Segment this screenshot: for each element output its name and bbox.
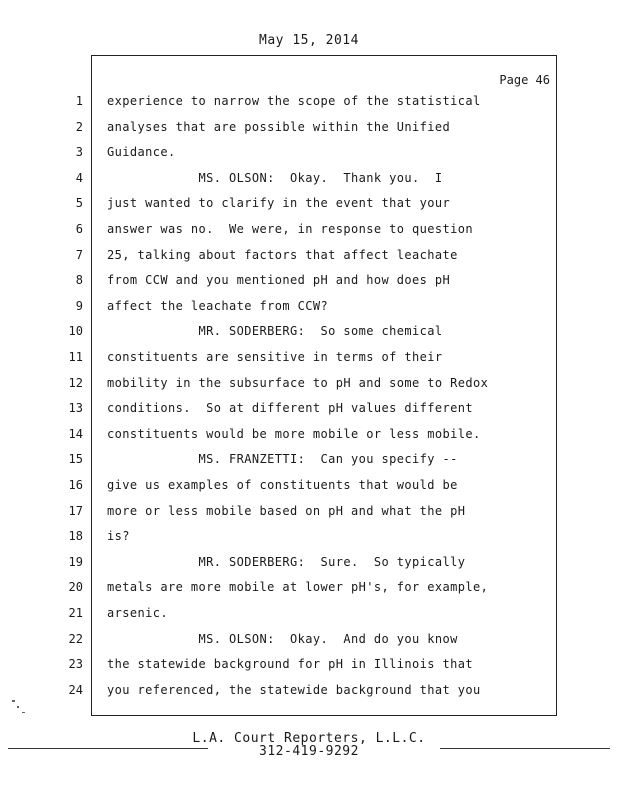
line-text: experience to narrow the scope of the statistical bbox=[107, 94, 481, 108]
line-number: 20 bbox=[68, 580, 83, 595]
transcript-line bbox=[0, 142, 610, 162]
line-number: 1 bbox=[75, 94, 83, 108]
footer-company: L.A. Court Reporters, L.L.C. bbox=[192, 731, 426, 746]
transcript-line bbox=[0, 296, 610, 316]
transcript-line bbox=[0, 475, 610, 495]
transcript-line bbox=[0, 526, 610, 546]
line-number: 7 bbox=[75, 247, 83, 262]
line-text: constituents are sensitive in terms of their bbox=[107, 350, 443, 364]
line-text: give us examples of constituents that would be bbox=[107, 478, 458, 492]
page-number: Page 46 bbox=[499, 73, 550, 87]
line-number: 24 bbox=[68, 682, 83, 697]
line-text: just wanted to clarify in the event that your bbox=[107, 196, 451, 211]
line-number: 5 bbox=[75, 196, 83, 211]
transcript-line bbox=[0, 270, 610, 290]
line-text: mobility in the subsurface to pH and some to Redox bbox=[107, 375, 489, 390]
line-text: arsenic. bbox=[107, 606, 168, 620]
transcript-line bbox=[0, 91, 610, 111]
transcript-line bbox=[0, 321, 610, 341]
transcript-line bbox=[0, 168, 610, 188]
line-number: 10 bbox=[68, 324, 83, 339]
line-number: 2 bbox=[75, 119, 83, 134]
line-text: the statewide background for pH in Illinois that bbox=[107, 657, 473, 672]
line-text: metals are more mobile at lower pH's, for example, bbox=[107, 580, 489, 595]
line-text: MS. FRANZETTI: Can you specify -- bbox=[107, 452, 458, 467]
line-number: 22 bbox=[68, 631, 83, 646]
line-number: 19 bbox=[68, 554, 83, 569]
line-text: affect the leachate from CCW? bbox=[107, 298, 329, 313]
line-text: answer was no. We were, in response to question bbox=[107, 222, 473, 236]
line-number: 21 bbox=[68, 606, 83, 620]
transcript-line bbox=[0, 654, 610, 674]
line-text: you referenced, the statewide background that you bbox=[107, 682, 481, 697]
line-number: 11 bbox=[68, 350, 83, 364]
line-text: from CCW and you mentioned pH and how does pH bbox=[107, 273, 451, 288]
line-text: MR. SODERBERG: So some chemical bbox=[107, 324, 443, 339]
transcript-line bbox=[0, 501, 610, 521]
line-number: 17 bbox=[68, 503, 83, 518]
header-date: May 15, 2014 bbox=[259, 33, 359, 48]
line-text: 25, talking about factors that affect leachate bbox=[107, 247, 458, 262]
line-number: 3 bbox=[75, 145, 83, 160]
transcript-line bbox=[0, 424, 610, 444]
footer-phone: 312-419-9292 bbox=[259, 744, 359, 759]
transcript-line bbox=[0, 193, 610, 213]
line-text: MS. OLSON: Okay. Thank you. I bbox=[107, 170, 443, 185]
line-number: 12 bbox=[68, 375, 83, 390]
line-text: MR. SODERBERG: Sure. So typically bbox=[107, 554, 466, 569]
line-number: 13 bbox=[68, 401, 83, 416]
line-number: 16 bbox=[68, 478, 83, 492]
transcript-line bbox=[0, 603, 610, 623]
transcript-line bbox=[0, 552, 610, 572]
line-number: 8 bbox=[75, 273, 83, 288]
line-number: 14 bbox=[68, 426, 83, 441]
transcript-line bbox=[0, 398, 610, 418]
line-text: analyses that are possible within the Unified bbox=[107, 119, 451, 134]
line-text: is? bbox=[107, 529, 130, 544]
transcript-line bbox=[0, 219, 610, 239]
line-text: MS. OLSON: Okay. And do you know bbox=[107, 631, 458, 646]
line-number: 6 bbox=[75, 222, 83, 236]
scan-artifact bbox=[17, 706, 19, 708]
transcript-line bbox=[0, 373, 610, 393]
line-text: conditions. So at different pH values different bbox=[107, 401, 473, 416]
transcript-line bbox=[0, 629, 610, 649]
line-text: Guidance. bbox=[107, 145, 176, 160]
transcript-line bbox=[0, 245, 610, 265]
scan-artifact bbox=[22, 712, 25, 713]
line-number: 15 bbox=[68, 452, 83, 467]
transcript-line bbox=[0, 680, 610, 700]
line-number: 9 bbox=[75, 298, 83, 313]
transcript-line bbox=[0, 117, 610, 137]
line-number: 18 bbox=[68, 529, 83, 544]
line-text: constituents would be more mobile or less mobile. bbox=[107, 426, 481, 441]
scan-artifact bbox=[12, 700, 15, 702]
transcript-line bbox=[0, 347, 610, 367]
line-number: 4 bbox=[75, 170, 83, 185]
line-number: 23 bbox=[68, 657, 83, 672]
line-text: more or less mobile based on pH and what the pH bbox=[107, 503, 466, 518]
transcript-line bbox=[0, 449, 610, 469]
transcript-line bbox=[0, 577, 610, 597]
